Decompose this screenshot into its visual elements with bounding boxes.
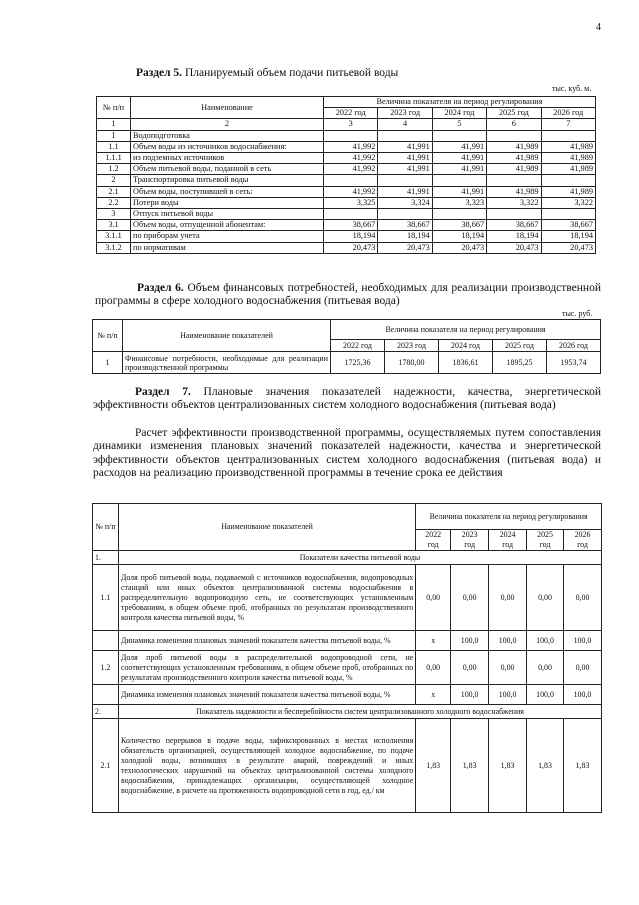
row-value: 100,0	[564, 685, 602, 705]
row-name: Динамика изменения плановых значений показателя качества питьевой воды, %	[118, 631, 415, 651]
row-name: Объем воды из источников водоснабжения:	[131, 141, 324, 152]
row-value: 41,991	[432, 141, 486, 152]
row-value	[487, 130, 541, 141]
table-row	[97, 153, 596, 164]
row-value: 1836,61	[439, 352, 493, 374]
row-name: Объем воды, отпущенной абонентам:	[131, 220, 324, 231]
column-number: 2	[131, 119, 324, 130]
col-num-header: № п/п	[97, 97, 131, 119]
year-header: 2026 год	[564, 530, 602, 551]
year-header: 2025 год	[487, 108, 541, 119]
row-value: 41,989	[487, 153, 541, 164]
row-value	[541, 209, 595, 220]
row-name: Водоподготовка	[131, 130, 324, 141]
row-value: 41,989	[487, 186, 541, 197]
row-number: 1.1	[93, 565, 119, 631]
section6-title	[95, 282, 601, 309]
row-value: 100,0	[489, 631, 527, 651]
col-num-header: № п/п	[93, 320, 123, 352]
row-value: 20,473	[378, 242, 432, 253]
table-row	[97, 141, 596, 152]
column-number: 7	[541, 119, 595, 130]
table-row	[97, 175, 596, 186]
row-value: х	[416, 631, 451, 651]
row-value	[324, 130, 378, 141]
col-value-header: Величина показателя на период регулирования	[324, 97, 596, 108]
row-value: 3,322	[487, 197, 541, 208]
row-value: 100,0	[527, 685, 564, 705]
row-value	[487, 209, 541, 220]
row-value: 20,473	[432, 242, 486, 253]
row-value: 38,667	[541, 220, 595, 231]
section5-unit: тыс. куб. м.	[552, 84, 592, 93]
row-value: 18,194	[378, 231, 432, 242]
row-number: 3	[97, 209, 131, 220]
col-name-header: Наименование показателей	[118, 504, 415, 551]
row-name: по нормативам	[131, 242, 324, 253]
row-value: 1780,00	[385, 352, 439, 374]
row-value: 41,989	[487, 141, 541, 152]
column-number: 3	[324, 119, 378, 130]
row-number: 2.2	[97, 197, 131, 208]
column-number: 1	[97, 119, 131, 130]
row-value: 38,667	[378, 220, 432, 231]
row-value: 18,194	[487, 231, 541, 242]
row-value: 0,00	[451, 651, 489, 685]
year-header: 2025 год	[493, 340, 547, 352]
row-value: 41,992	[324, 153, 378, 164]
year-header: 2024 год	[439, 340, 493, 352]
year-header: 2023 год	[378, 108, 432, 119]
row-value	[541, 175, 595, 186]
row-value	[432, 209, 486, 220]
section7-label: Раздел 7.	[135, 386, 191, 398]
row-value	[378, 130, 432, 141]
row-value: 41,989	[541, 153, 595, 164]
section7-paragraph: Расчет эффективности производственной программы, осуществляемых путем сопоставления динамики изменения плановых значений показателей надежности, качества и энергетической эффективности объектов централизованных систем холодного водоснабжения (питьевая вода) и расходов на реализацию производственной программы в течение срока ее действия	[93, 427, 601, 480]
table-row	[93, 719, 602, 813]
row-value: 1725,36	[331, 352, 385, 374]
row-value: 41,991	[432, 164, 486, 175]
group-row	[93, 551, 602, 565]
row-value: 0,00	[451, 565, 489, 631]
group-number: 2.	[93, 705, 119, 719]
row-number: 1.2	[97, 164, 131, 175]
row-value: 41,991	[378, 164, 432, 175]
row-value: 1,83	[416, 719, 451, 813]
row-value: 3,325	[324, 197, 378, 208]
row-value: 0,00	[489, 565, 527, 631]
table-row	[97, 197, 596, 208]
row-value: 1953,74	[547, 352, 601, 374]
row-number: 3.1	[97, 220, 131, 231]
year-header: 2024 год	[489, 530, 527, 551]
row-value: 41,989	[541, 141, 595, 152]
row-value: 0,00	[564, 565, 602, 631]
section7-title-text: Плановые значения показателей надежности, качества, энергетической эффективности объектов централизованных систем холодного водоснабжения (питьевая вода)	[93, 386, 602, 412]
year-header: 2023 год	[385, 340, 439, 352]
group-row	[93, 705, 602, 719]
row-number: 1.1.1	[97, 153, 131, 164]
row-value: 20,473	[324, 242, 378, 253]
col-value-header: Величина показателя на период регулирования	[416, 504, 602, 530]
year-header: 2022 год	[331, 340, 385, 352]
section6-table	[92, 319, 601, 374]
year-header: 2022 год	[416, 530, 451, 551]
row-value: 1,83	[451, 719, 489, 813]
row-value: 0,00	[527, 565, 564, 631]
row-value: 100,0	[451, 631, 489, 651]
row-number: 2	[97, 175, 131, 186]
row-value: 0,00	[527, 651, 564, 685]
row-value: 1,83	[564, 719, 602, 813]
row-value: 38,667	[487, 220, 541, 231]
row-value: 41,991	[378, 141, 432, 152]
row-value: 41,991	[378, 153, 432, 164]
section5-title-text: Планируемый объем подачи питьевой воды	[184, 67, 399, 79]
row-name: Динамика изменения плановых значений показателя качества питьевой воды, %	[118, 685, 415, 705]
col-name-header: Наименование показателей	[123, 320, 331, 352]
row-name: Финансовые потребности, необходимые для реализации производственной программы	[123, 352, 331, 374]
row-value: 38,667	[432, 220, 486, 231]
row-value	[324, 209, 378, 220]
column-number: 6	[487, 119, 541, 130]
table-row	[93, 685, 602, 705]
section7-title	[93, 386, 601, 413]
row-name: по приборам учета	[131, 231, 324, 242]
row-value: 100,0	[527, 631, 564, 651]
year-header: 2023 год	[451, 530, 489, 551]
column-number-row	[97, 119, 596, 130]
row-value: 41,991	[378, 186, 432, 197]
row-number: I	[97, 130, 131, 141]
row-value: 100,0	[489, 685, 527, 705]
row-value: 3,324	[378, 197, 432, 208]
row-value: 100,0	[451, 685, 489, 705]
section7-table	[92, 503, 602, 813]
row-value: 41,992	[324, 186, 378, 197]
section5-title	[136, 67, 398, 79]
section5-label: Раздел 5.	[136, 67, 183, 79]
row-number: 2.1	[93, 719, 119, 813]
row-number: 1.2	[93, 651, 119, 685]
row-value: 0,00	[416, 565, 451, 631]
table-row	[97, 242, 596, 253]
group-title: Показатель надежности и бесперебойности систем централизованного холодного водоснабжения	[118, 705, 601, 719]
row-value	[541, 130, 595, 141]
row-number: 3.1.1	[97, 231, 131, 242]
year-header: 2026 год	[541, 108, 595, 119]
table-row	[93, 631, 602, 651]
page-number: 4	[596, 22, 601, 33]
section6-unit: тыс. руб.	[562, 309, 593, 318]
section6-label: Раздел 6.	[137, 282, 184, 294]
row-number	[93, 685, 119, 705]
row-name: из подземных источников	[131, 153, 324, 164]
row-value	[432, 175, 486, 186]
col-name-header: Наименование	[131, 97, 324, 119]
row-number: 1.1	[97, 141, 131, 152]
table-row	[93, 651, 602, 685]
col-num-header: № п/п	[93, 504, 119, 551]
row-value: 41,992	[324, 141, 378, 152]
section5-table	[96, 96, 596, 254]
row-value: 41,989	[541, 164, 595, 175]
row-number: 3.1.2	[97, 242, 131, 253]
row-name: Объем питьевой воды, поданной в сеть	[131, 164, 324, 175]
row-name: Доля проб питьевой воды в распределительной водопроводной сети, не соответствующих установленным требованиям, в общем объеме проб, отобранных по результатам производственного контроля качества питьевой воды, %	[118, 651, 415, 685]
row-value: 18,194	[541, 231, 595, 242]
column-number: 4	[378, 119, 432, 130]
row-name: Транспортировка питьевой воды	[131, 175, 324, 186]
row-name: Объем воды, поступившей в сеть:	[131, 186, 324, 197]
row-value	[324, 175, 378, 186]
row-value: 41,989	[487, 164, 541, 175]
row-value: 20,473	[541, 242, 595, 253]
row-name: Количество перерывов в подаче воды, зафиксированных в местах исполнения обязательств организацией, осуществляющей холодное водоснабжение, по подаче холодной воды, возникших в результате аварий, повреждений и иных технологических нарушений на объектах централизованной системы холодного водоснабжения, принадлежащих организации, осуществляющей холодное водоснабжение, в расчете на протяженность водопроводной сети в год, ед./ км	[118, 719, 415, 813]
section6-title-text: Объем финансовых потребностей, необходимых для реализации производственной программы в сфере холодного водоснабжения (питьевая вода)	[95, 282, 601, 308]
row-value: 41,989	[541, 186, 595, 197]
group-number: 1.	[93, 551, 119, 565]
row-value: 1895,25	[493, 352, 547, 374]
column-number: 5	[432, 119, 486, 130]
row-value: 100,0	[564, 631, 602, 651]
row-value: 41,991	[432, 186, 486, 197]
row-value: 1,83	[489, 719, 527, 813]
year-header: 2024 год	[432, 108, 486, 119]
row-value: 20,473	[487, 242, 541, 253]
row-value	[432, 130, 486, 141]
row-value: 0,00	[489, 651, 527, 685]
row-value	[378, 175, 432, 186]
row-value: 18,194	[432, 231, 486, 242]
table-row	[97, 130, 596, 141]
table-row	[93, 352, 601, 374]
table-row	[97, 220, 596, 231]
row-value: х	[416, 685, 451, 705]
row-value	[487, 175, 541, 186]
row-name: Потери воды	[131, 197, 324, 208]
table-row	[97, 186, 596, 197]
table-row	[97, 209, 596, 220]
row-value: 18,194	[324, 231, 378, 242]
table-row	[97, 164, 596, 175]
year-header: 2025 год	[527, 530, 564, 551]
row-number: 1	[93, 352, 123, 374]
row-name: Доля проб питьевой воды, подаваемой с источников водоснабжения, водопроводных станций или иных объектов централизованной системы водоснабжения в распределительную водопроводную сеть, не соответствующих установленным требованиям, в общем объеме проб, отобранных по результатам производственного контроля качества питьевой воды, %	[118, 565, 415, 631]
row-name: Отпуск питьевой воды	[131, 209, 324, 220]
row-value: 0,00	[416, 651, 451, 685]
row-number: 2.1	[97, 186, 131, 197]
year-header: 2022 год	[324, 108, 378, 119]
row-value: 38,667	[324, 220, 378, 231]
col-value-header: Величина показателя на период регулирования	[331, 320, 601, 340]
table-row	[93, 565, 602, 631]
row-value: 41,991	[432, 153, 486, 164]
table-row	[97, 231, 596, 242]
row-value	[378, 209, 432, 220]
row-number	[93, 631, 119, 651]
row-value: 0,00	[564, 651, 602, 685]
year-header: 2026 год	[547, 340, 601, 352]
row-value: 1,83	[527, 719, 564, 813]
row-value: 3,322	[541, 197, 595, 208]
row-value: 41,992	[324, 164, 378, 175]
row-value: 3,323	[432, 197, 486, 208]
group-title: Показатели качества питьевой воды	[118, 551, 601, 565]
